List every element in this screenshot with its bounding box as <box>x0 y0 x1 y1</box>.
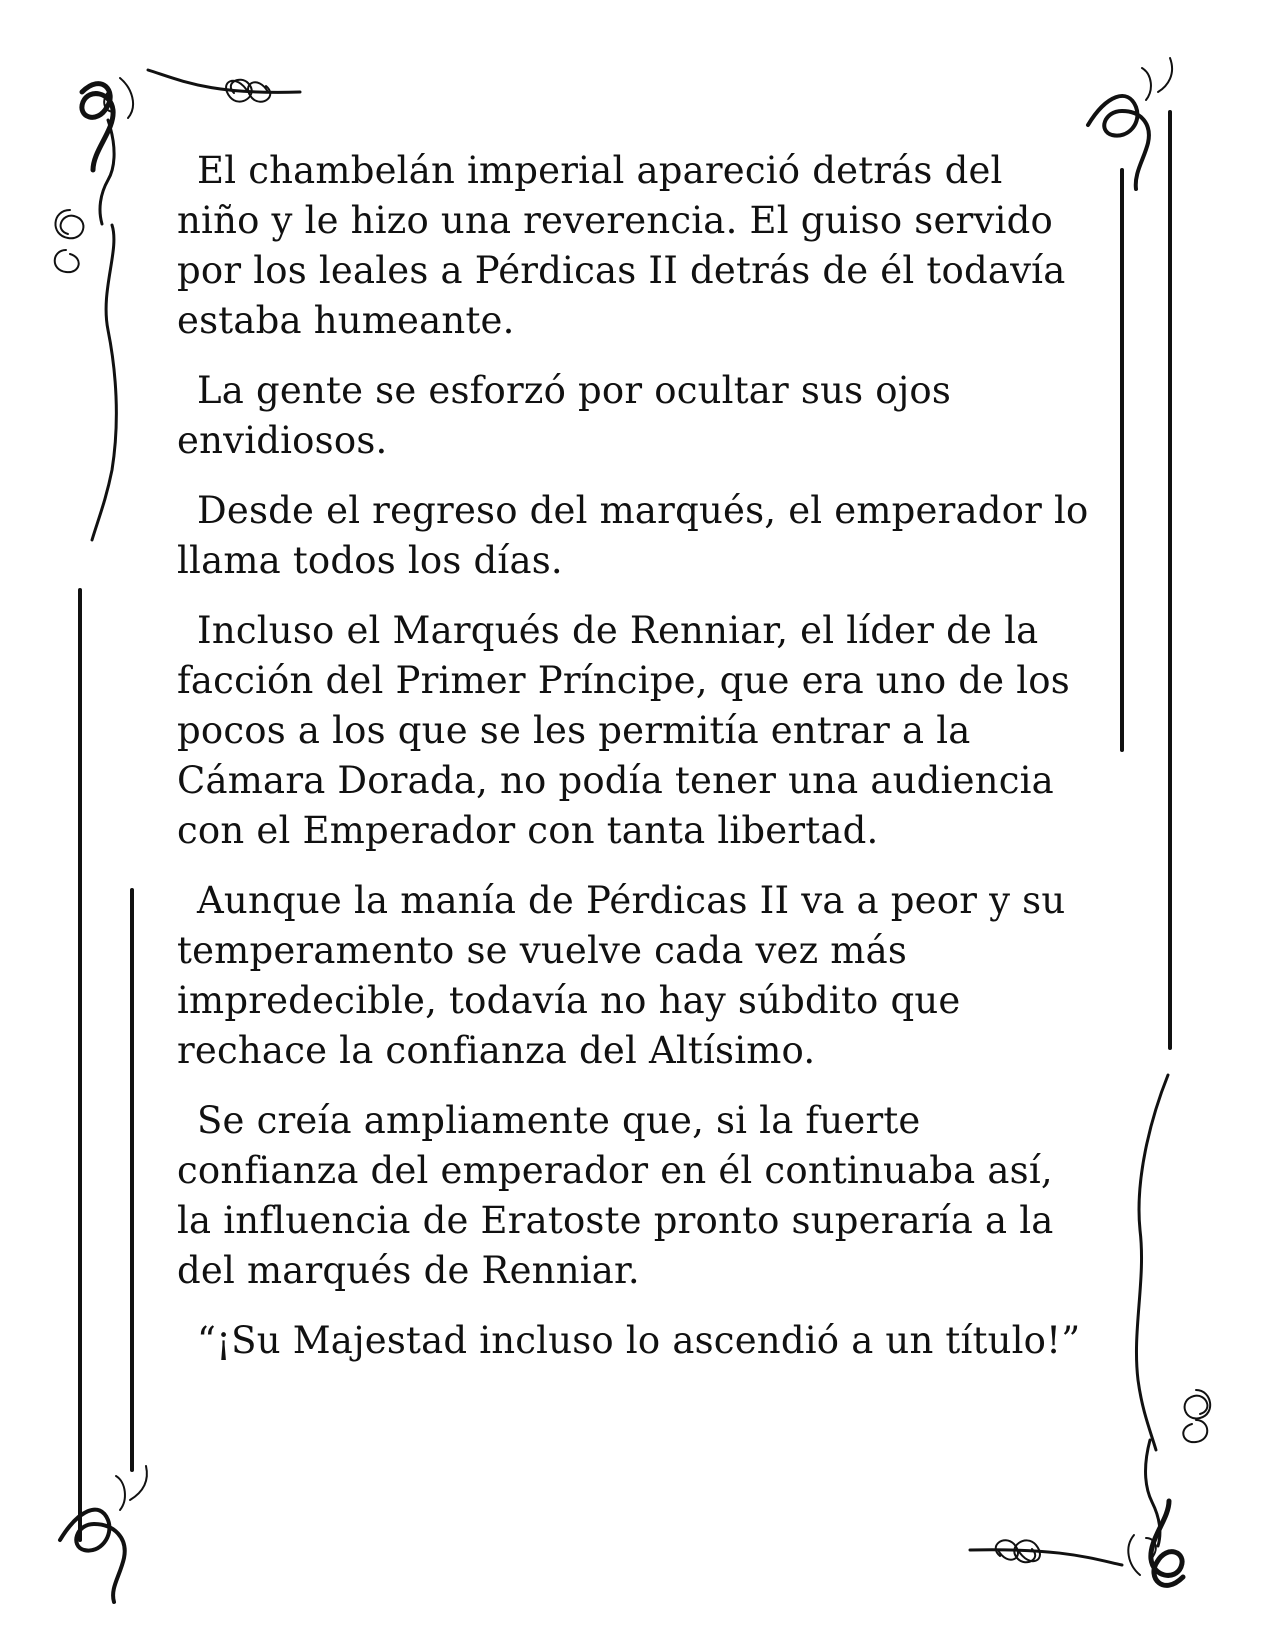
paragraph-5: Aunque la manía de Pérdicas II va a peor y su temperamento se vuelve cada vez más impredecible, todavía no hay súbdito que rechace la confianza del Altísimo. <box>177 879 1066 1072</box>
paragraph-2: La gente se esforzó por ocultar sus ojos envidiosos. <box>177 369 952 462</box>
paragraph-3: Desde el regreso del marqués, el emperador lo llama todos los días. <box>177 489 1089 582</box>
paragraph-7-dialogue: “¡Su Majestad incluso lo ascendió a un título!” <box>197 1319 1081 1362</box>
body-text <box>177 146 1092 1386</box>
paragraph-4: Incluso el Marqués de Renniar, el líder de la facción del Primer Príncipe, que era uno de los pocos a los que se les permitía entrar a la Cámara Dorada, no podía tener una audiencia con el Emperador con tanta libertad. <box>177 609 1070 852</box>
flourish-bottom-left-icon <box>60 1466 147 1602</box>
paragraph-1: El chambelán imperial apareció detrás del niño y le hizo una reverencia. El guiso servido por los leales a Pérdicas II detrás de él todavía estaba humeante. <box>177 149 1066 342</box>
flourish-top-right-icon <box>1088 58 1172 189</box>
paragraph-6: Se creía ampliamente que, si la fuerte confianza del emperador en él continuaba así, la influencia de Eratoste pronto superaría a la del marqués de Renniar. <box>177 1099 1054 1292</box>
